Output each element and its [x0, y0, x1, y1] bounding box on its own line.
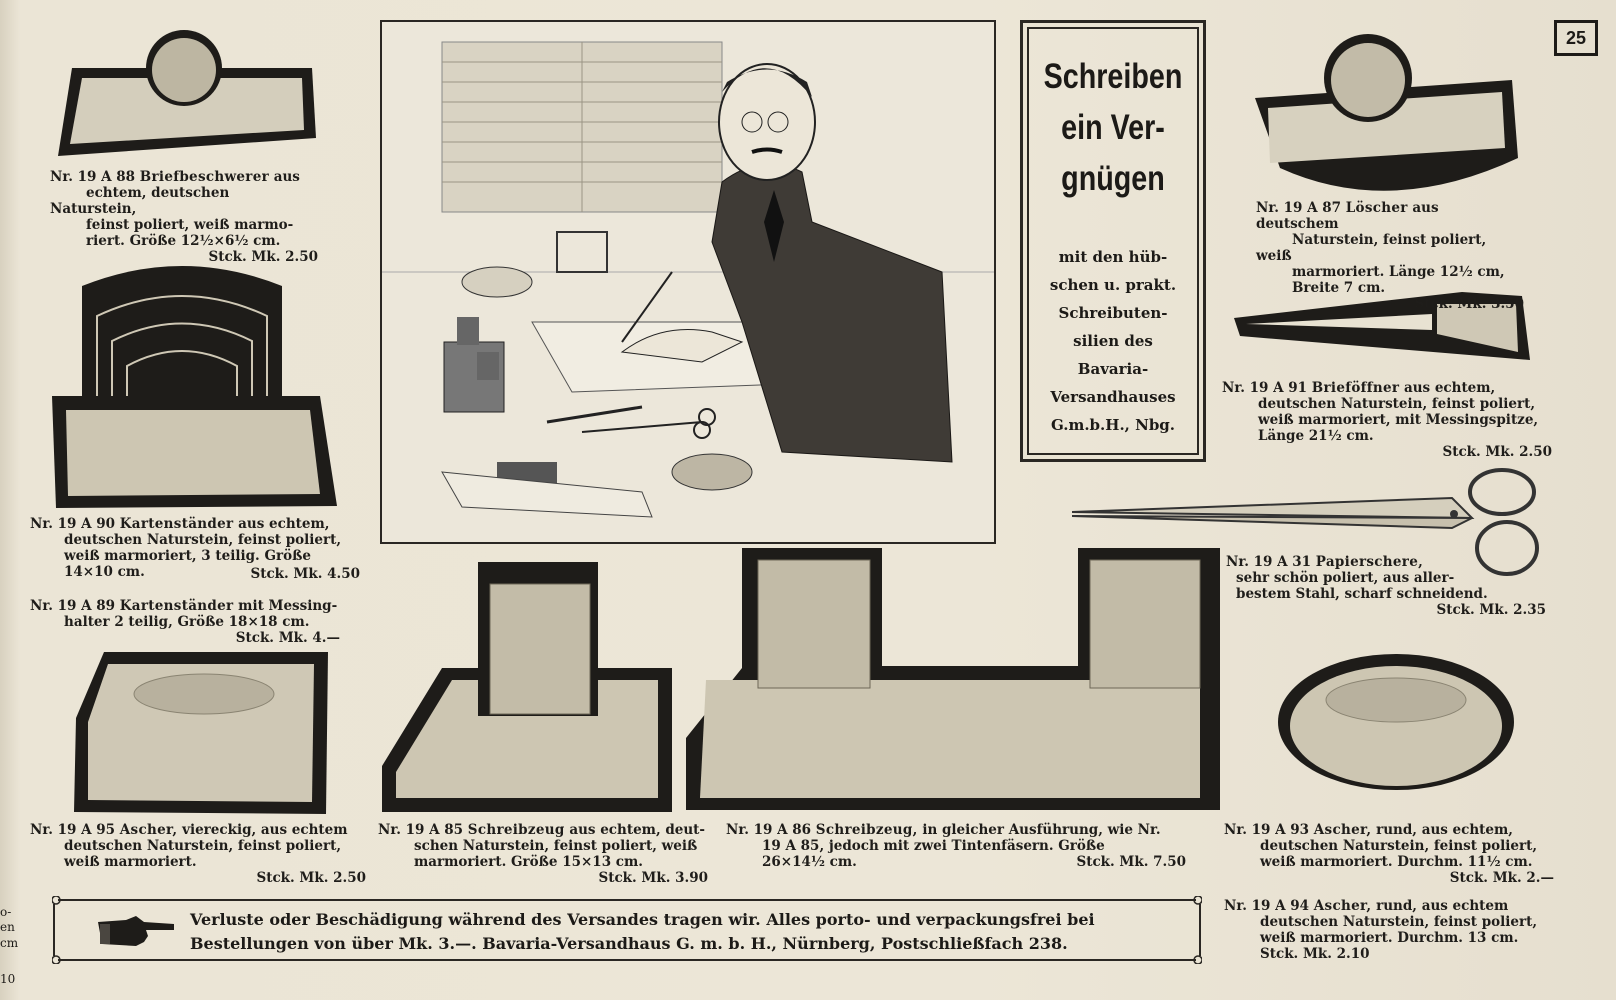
inkstand-double-image — [686, 548, 1220, 814]
price-19a88: Stck. Mk. 2.50 — [208, 249, 318, 265]
advert-title: Schreiben ein Ver- gnügen — [1043, 57, 1183, 198]
round-ashtray-image — [1276, 652, 1516, 802]
caption-19a86: Nr. 19 A 86 Schreibzeug, in gleicher Ausführung, wie Nr. 19 A 85, jedoch mit zwei Tintenfäsern. Größe 26×14½ cm. Stck. Mk. 7.50 — [726, 822, 1196, 870]
blotter-image — [1250, 18, 1520, 193]
price-19a86: Stck. Mk. 7.50 — [1076, 854, 1186, 870]
price-19a91: Stck. Mk. 2.50 — [1442, 444, 1552, 460]
page-number: 25 — [1554, 20, 1598, 56]
shipping-notice — [52, 896, 1202, 964]
margin-fragment: o- — [0, 905, 12, 919]
square-ashtray-image — [74, 652, 329, 820]
price-19a93: Stck. Mk. 2.— — [1449, 870, 1554, 886]
notice-text: Verluste oder Beschädigung während des Versandes tragen wir. Alles porto- und verpackungsfrei bei Bestellungen von über Mk. 3.—. Bavaria-Versandhaus G. m. b. H., Nürnberg, Postschließfach 238. — [190, 910, 1095, 953]
caption-19a88: Nr. 19 A 88 Briefbeschwerer aus echtem, deutschen Naturstein, feinst poliert, weiß marmo- riert. Größe 12½×6½ cm. Stck. Mk. 2.50 — [50, 169, 318, 265]
price-19a94: Stck. Mk. 2.10 — [1260, 946, 1370, 962]
price-19a85: Stck. Mk. 3.90 — [598, 870, 708, 886]
caption-19a91: Nr. 19 A 91 Brieföffner aus echtem, deutschen Naturstein, feinst poliert, weiß marmoriert, mit Messingspitze, Länge 21½ cm. Stck. Mk. 2.50 — [1222, 380, 1552, 460]
margin-fragment: 10 — [0, 972, 16, 986]
caption-19a95: Nr. 19 A 95 Ascher, viereckig, aus echtem deutschen Naturstein, feinst poliert, weiß marmoriert. Stck. Mk. 2.50 — [30, 822, 366, 886]
price-19a90: Stck. Mk. 4.50 — [250, 566, 360, 582]
caption-19a85: Nr. 19 A 85 Schreibzeug aus echtem, deut- schen Naturstein, feinst poliert, weiß marmoriert. Größe 15×13 cm. Stck. Mk. 3.90 — [378, 822, 708, 886]
price-19a89: Stck. Mk. 4.— — [235, 630, 340, 646]
caption-19a90: Nr. 19 A 90 Kartenständer aus echtem, deutschen Naturstein, feinst poliert, weiß marmoriert, 3 teilig. Größe 14×10 cm. Stck. Mk. 4.50 — [30, 516, 360, 582]
caption-19a87: Nr. 19 A 87 Löscher aus deutschem Naturstein, feinst poliert, weiß marmoriert. Länge 12½ cm, Breite 7 cm. Stck. Mk. 3.50 — [1256, 200, 1524, 312]
inkstand-single-image — [382, 562, 672, 817]
margin-fragment: en — [0, 920, 15, 934]
caption-19a93: Nr. 19 A 93 Ascher, rund, aus echtem, deutschen Naturstein, feinst poliert, weiß marmoriert. Durchm. 11½ cm. Stck. Mk. 2.— — [1224, 822, 1554, 886]
card-stand-image — [52, 256, 340, 511]
advert-body: mit den hüb- schen u. prakt. Schreibuten- silien des Bavaria- Versandhauses G.m.b.H., Nbg. — [1049, 248, 1177, 434]
caption-19a89: Nr. 19 A 89 Kartenständer mit Messing- halter 2 teilig, Größe 18×18 cm. Stck. Mk. 4.— — [30, 598, 360, 646]
advert-box — [1020, 20, 1206, 462]
price-19a95: Stck. Mk. 2.50 — [256, 870, 366, 886]
margin-fragment: cm — [0, 936, 19, 950]
price-19a87: Stck. Mk. 3.50 — [1414, 296, 1524, 312]
pointing-hand-icon — [96, 914, 176, 952]
caption-19a94: Nr. 19 A 94 Ascher, rund, aus echtem deutschen Naturstein, feinst poliert, weiß marmoriert. Durchm. 13 cm. Stck. Mk. 2.10 — [1224, 898, 1538, 962]
price-19a31: Stck. Mk. 2.35 — [1436, 602, 1546, 618]
caption-19a31: Nr. 19 A 31 Papierschere, sehr schön poliert, aus aller- bestem Stahl, scharf schneidend. Stck. Mk. 2.35 — [1226, 554, 1546, 618]
writing-man-illustration — [380, 20, 996, 544]
paperweight-image — [54, 20, 322, 160]
